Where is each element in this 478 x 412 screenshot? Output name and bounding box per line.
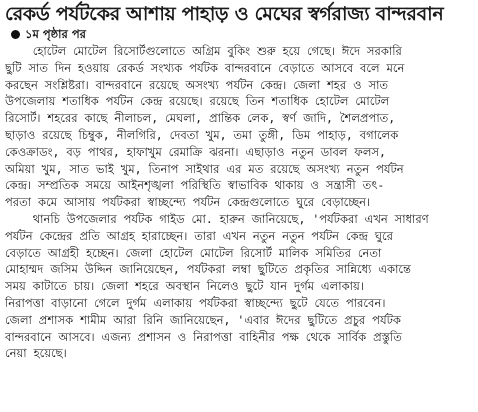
- body-line: হোটেল মোটেল রিসোর্টগুলোতে অগ্রিম বুকিং শুরু হয়ে গেছে। ঈদে সরকারি: [5, 44, 402, 58]
- article-body: [5, 43, 475, 362]
- headline: রেকর্ড পর্যটকের আশায় পাহাড় ও মেঘের স্বর্গরাজ্য বান্দরবান: [5, 3, 444, 25]
- body-line: থানচি উপজেলার পর্যটক গাইড মো. হারুন জানিয়েছে, 'পর্যটকরা এখন সাধারণ: [5, 211, 429, 226]
- body-line: রিসোর্ট। শহরের কাছে নীলাচল, মেঘলা, প্রান্তিক লেক, স্বর্ণ জাদি, শৈলপ্রপাত,: [5, 111, 396, 126]
- continued-from-text: ১ম পৃষ্ঠার পর: [25, 27, 86, 41]
- body-line: অমিয়া খুম, সাত ভাই খুম, তিনাপ সাইথার এর মত রয়েছে অসংখ্য নতুন পর্যটন: [5, 161, 404, 176]
- body-line: ছুটি সাত দিন হওয়ায় রেকর্ড সংখ্যক পর্যটক বান্দরবানে বেড়াতে আসবে বলে মনে: [5, 60, 405, 75]
- body-line: বান্দরবানে আসবে। এজন্য প্রশাসন ও নিরাপত্তা বাহিনীর পক্ষ থেকে সার্বিক প্রস্তুতি: [5, 329, 402, 344]
- body-line: নিরাপত্তা বাড়ানো গেলে দুর্গম এলাকায় পর্যটকরা স্বাচ্ছন্দ্যে ছুটে যেতে পারবেন।: [5, 295, 386, 310]
- body-line: উপজেলায় শতাধিক পর্যটন কেন্দ্র রয়েছে। রয়েছে তিন শতাধিক হোটেল মোটেল: [5, 94, 390, 109]
- body-line: মোহাম্মদ জসিম উদ্দিন জানিয়েছেন, পর্যটকরা লম্বা ছুটিতে প্রকৃতির সান্নিধ্যে একান্তে: [5, 262, 411, 277]
- body-line: করছেন সংশ্লিষ্টরা। বান্দরবানে রয়েছে অসংখ্য পর্যটন কেন্দ্র। জেলা শহর ও সাত: [5, 77, 389, 92]
- body-line: সময় কাটাতে চায়। জেলা শহরে অবস্থান নিলেও ছুটে যান দুর্গম এলাকায়।: [5, 279, 364, 294]
- body-line: পর্যটন কেন্দ্রের প্রতি আগ্রহ হারাচ্ছেন। তারা এখন নতুন নতুন পর্যটন কেন্দ্র ঘুরে: [5, 228, 393, 243]
- body-line: কেন্দ্র। সম্প্রতিক সময়ে আইনশৃঙ্খলা পরিস্থিতি স্বাভাবিক থাকায় ও সন্ত্রাসী তৎ-: [5, 178, 385, 193]
- body-line: বেড়াতে আগ্রহী হচ্ছেন। জেলা হোটেল মোটেল রিসোর্ট মালিক সমিতির নেতা: [5, 245, 382, 260]
- continued-from-label: [11, 26, 475, 43]
- body-line: নেয়া হয়েছে।: [5, 346, 67, 361]
- bullet-icon: [11, 30, 20, 39]
- body-line: ছাড়াও রয়েছে চিম্বুক, নীলগিরি, দেবতা খুম, তমা তুঙ্গী, ডিম পাহাড়, বগালেক: [5, 127, 399, 142]
- body-line: জেলা প্রশাসক শামীম আরা রিনি জানিয়েছেন, 'এবার ঈদের ছুটিতে প্রচুর পর্যটক: [5, 312, 401, 327]
- body-line: কেওক্রাডং, বড় পাথর, হাফাখুম রেমাক্রি ঝরনা। এছাড়াও নতুন ডাবল ফলস,: [5, 144, 386, 159]
- body-line: পরতা কমে আসায় পর্যটকরা স্বাচ্ছন্দ্যে পর্যটন কেন্দ্রগুলোতে ঘুরে বেড়াচ্ছেন।: [5, 195, 371, 210]
